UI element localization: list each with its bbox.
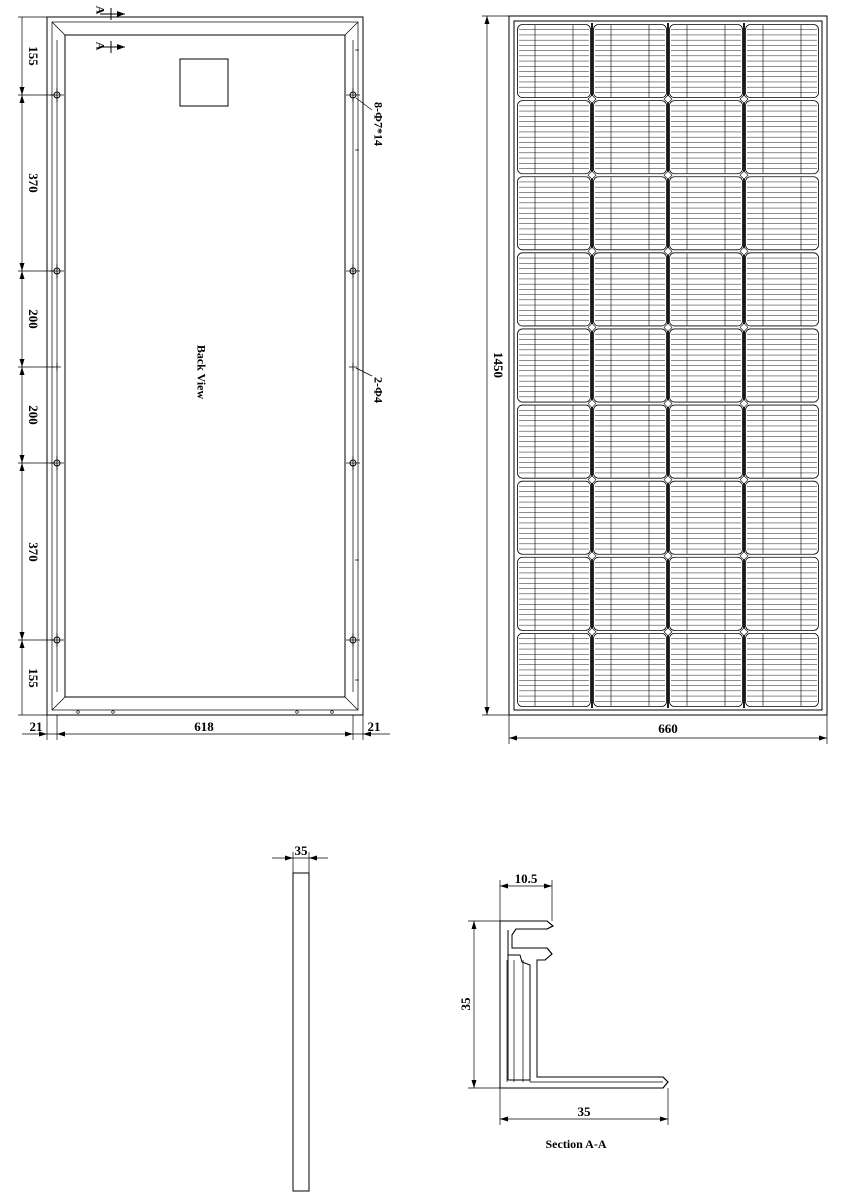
dim-h-2: 618 <box>194 719 214 734</box>
back-view <box>18 6 390 740</box>
section-width-label: 35 <box>577 1104 591 1119</box>
dim-h-3: 21 <box>367 719 381 734</box>
ground-hole <box>53 363 61 371</box>
dim-v-6: 155 <box>26 668 42 688</box>
dim-v-2: 370 <box>26 173 42 193</box>
front-width-label: 660 <box>658 721 678 736</box>
dim-h-1: 21 <box>29 719 43 734</box>
vertical-dimension-chain <box>18 17 54 715</box>
front-view <box>482 16 827 744</box>
section-title: Section A-A <box>545 1137 607 1151</box>
cell-grid <box>518 23 819 708</box>
front-width-dimension <box>509 715 827 744</box>
horizontal-dimension-chain <box>22 715 390 740</box>
side-thickness-label: 35 <box>294 843 308 858</box>
side-frame <box>293 873 309 1191</box>
section-marker-bottom <box>93 41 125 53</box>
junction-box <box>180 59 228 106</box>
section-height-label: 35 <box>457 997 473 1011</box>
dim-v-4: 200 <box>26 405 42 425</box>
frame-profile <box>500 921 668 1088</box>
front-height-dimension <box>482 16 509 715</box>
section-marker-label: A <box>93 41 108 51</box>
mounting-holes-note: 8-Φ7*14 <box>371 102 386 146</box>
back-view-title: Back View <box>194 344 209 400</box>
section-lip-label: 10.5 <box>514 871 538 886</box>
front-height-label: 1450 <box>491 352 507 378</box>
side-view <box>272 843 328 1191</box>
section-a-a <box>458 871 668 1151</box>
ground-holes-note: 2-Φ4 <box>371 377 386 403</box>
section-marker-label: A <box>93 5 108 15</box>
ground-hole <box>349 363 357 371</box>
dim-v-3: 200 <box>26 309 42 329</box>
section-marker-top <box>93 6 125 20</box>
dim-v-5: 370 <box>26 542 42 562</box>
dim-v-1: 155 <box>26 46 42 66</box>
